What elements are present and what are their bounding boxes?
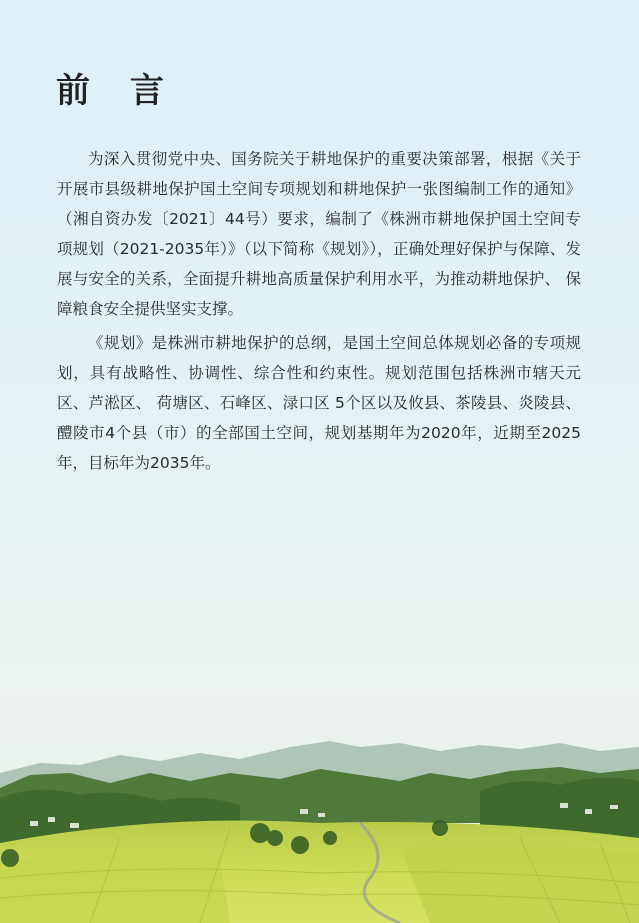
body-text	[57, 144, 581, 482]
paragraph-2: 《规划》是株洲市耕地保护的总纲，是国土空间总体规划必备的专项规划，具有战略性、协调性、综合性和约束性。规划范围包括株洲市辖天元区、芦淞区、 荷塘区、石峰区、渌口区 5个区以及攸县、茶陵县、炎陵县、醴陵市4个县（市）的全部国土空间，规划基期年为2020年，近期至2025年，目标年为2035年。	[57, 334, 581, 472]
paragraph-1: 为深入贯彻党中央、国务院关于耕地保护的重要决策部署，根据《关于开展市县级耕地保护国土空间专项规划和耕地保护一张图编制工作的通知》（湘自资办发〔2021〕44号）要求，编制了《株洲市耕地保护国土空间专项规划（2021-2035年）》（以下简称《规划》），正确处理好保护与保障、发展与安全的关系，全面提升耕地高质量保护利用水平，为推动耕地保护、 保障粮食安全提供坚实支撑。	[57, 150, 581, 318]
page-title: 前 言	[56, 71, 178, 111]
farmland-landscape-image	[0, 623, 639, 923]
landscape-illustration	[0, 623, 639, 923]
